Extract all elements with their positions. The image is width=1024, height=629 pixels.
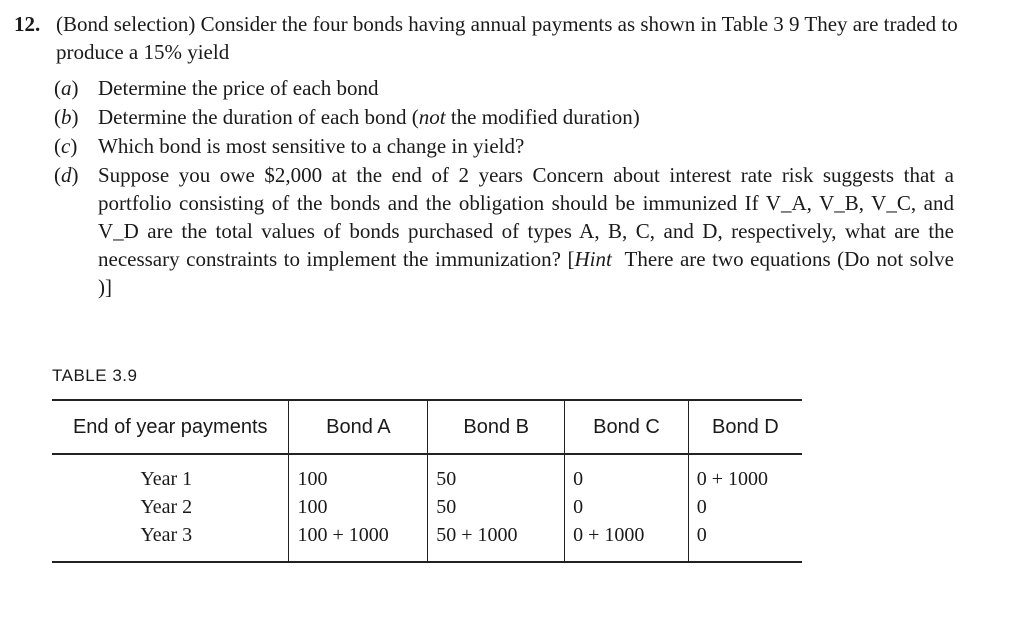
part-label: (b) xyxy=(54,105,79,129)
table-row xyxy=(52,521,802,562)
part-text: Determine the price of each bond xyxy=(98,76,379,100)
table-cell: 50 xyxy=(428,493,565,521)
problem-block xyxy=(14,10,1014,302)
table-cell: 0 xyxy=(688,521,802,562)
table-cell: 100 + 1000 xyxy=(289,521,428,562)
header-cell: Bond D xyxy=(688,400,802,454)
header-cell: End of year payments xyxy=(72,415,268,438)
part-label: (c) xyxy=(54,134,78,158)
header-cell: Bond B xyxy=(428,400,565,454)
problem-header xyxy=(14,10,1014,66)
row-label: Year 2 xyxy=(140,495,193,518)
part-d-body: Suppose you owe $2,000 at the end of 2 years Concern about interest rate risk suggests that a portfolio consisting of the bonds and the obligation should be immunized If V_A, V_B, V_C, and V_D are the total values of bonds purchased of types A, B, C, and D, respectively, what are the necessary constraints to implement the immunization? xyxy=(98,163,954,271)
part-text: Determine the duration of each bond (not the modified duration) xyxy=(98,105,640,129)
problem-number: 12. xyxy=(14,12,41,36)
table-cell: 100 xyxy=(289,454,428,493)
table-cell: 50 + 1000 xyxy=(428,521,565,562)
table-cell: 50 xyxy=(428,454,565,493)
part-text xyxy=(98,161,954,301)
emphasis-text: not xyxy=(418,105,446,129)
table-header-row xyxy=(52,400,802,454)
part-text: Which bond is most sensitive to a change in yield? xyxy=(98,134,525,158)
bond-table-container xyxy=(52,399,802,563)
table-cell: 0 + 1000 xyxy=(565,521,689,562)
table-cell: 0 + 1000 xyxy=(688,454,802,493)
part-label: (d) xyxy=(54,163,79,187)
part-d xyxy=(54,161,1014,301)
problem-parts xyxy=(54,74,1014,301)
table-cell: 0 xyxy=(688,493,802,521)
part-a xyxy=(54,74,1014,102)
problem-stem: (Bond selection) Consider the four bonds having annual payments as shown in Table 3 9 They are traded to produce a 15% yield xyxy=(56,12,958,64)
table-cell: 100 xyxy=(289,493,428,521)
header-cell: Bond C xyxy=(565,400,689,454)
hint-note: [Hint There are two equations (Do not solve )] xyxy=(98,247,955,299)
table-caption: TABLE 3.9 xyxy=(52,366,138,385)
part-b xyxy=(54,103,1014,131)
table-cell: 0 xyxy=(565,454,689,493)
table-cell: 0 xyxy=(565,493,689,521)
row-label: Year 1 xyxy=(140,467,193,490)
table-row xyxy=(52,493,802,521)
bond-payments-table xyxy=(52,399,802,563)
row-label: Year 3 xyxy=(140,523,193,546)
part-c xyxy=(54,132,1014,160)
table-row xyxy=(52,454,802,493)
part-label: (a) xyxy=(54,76,79,100)
header-cell: Bond A xyxy=(289,400,428,454)
